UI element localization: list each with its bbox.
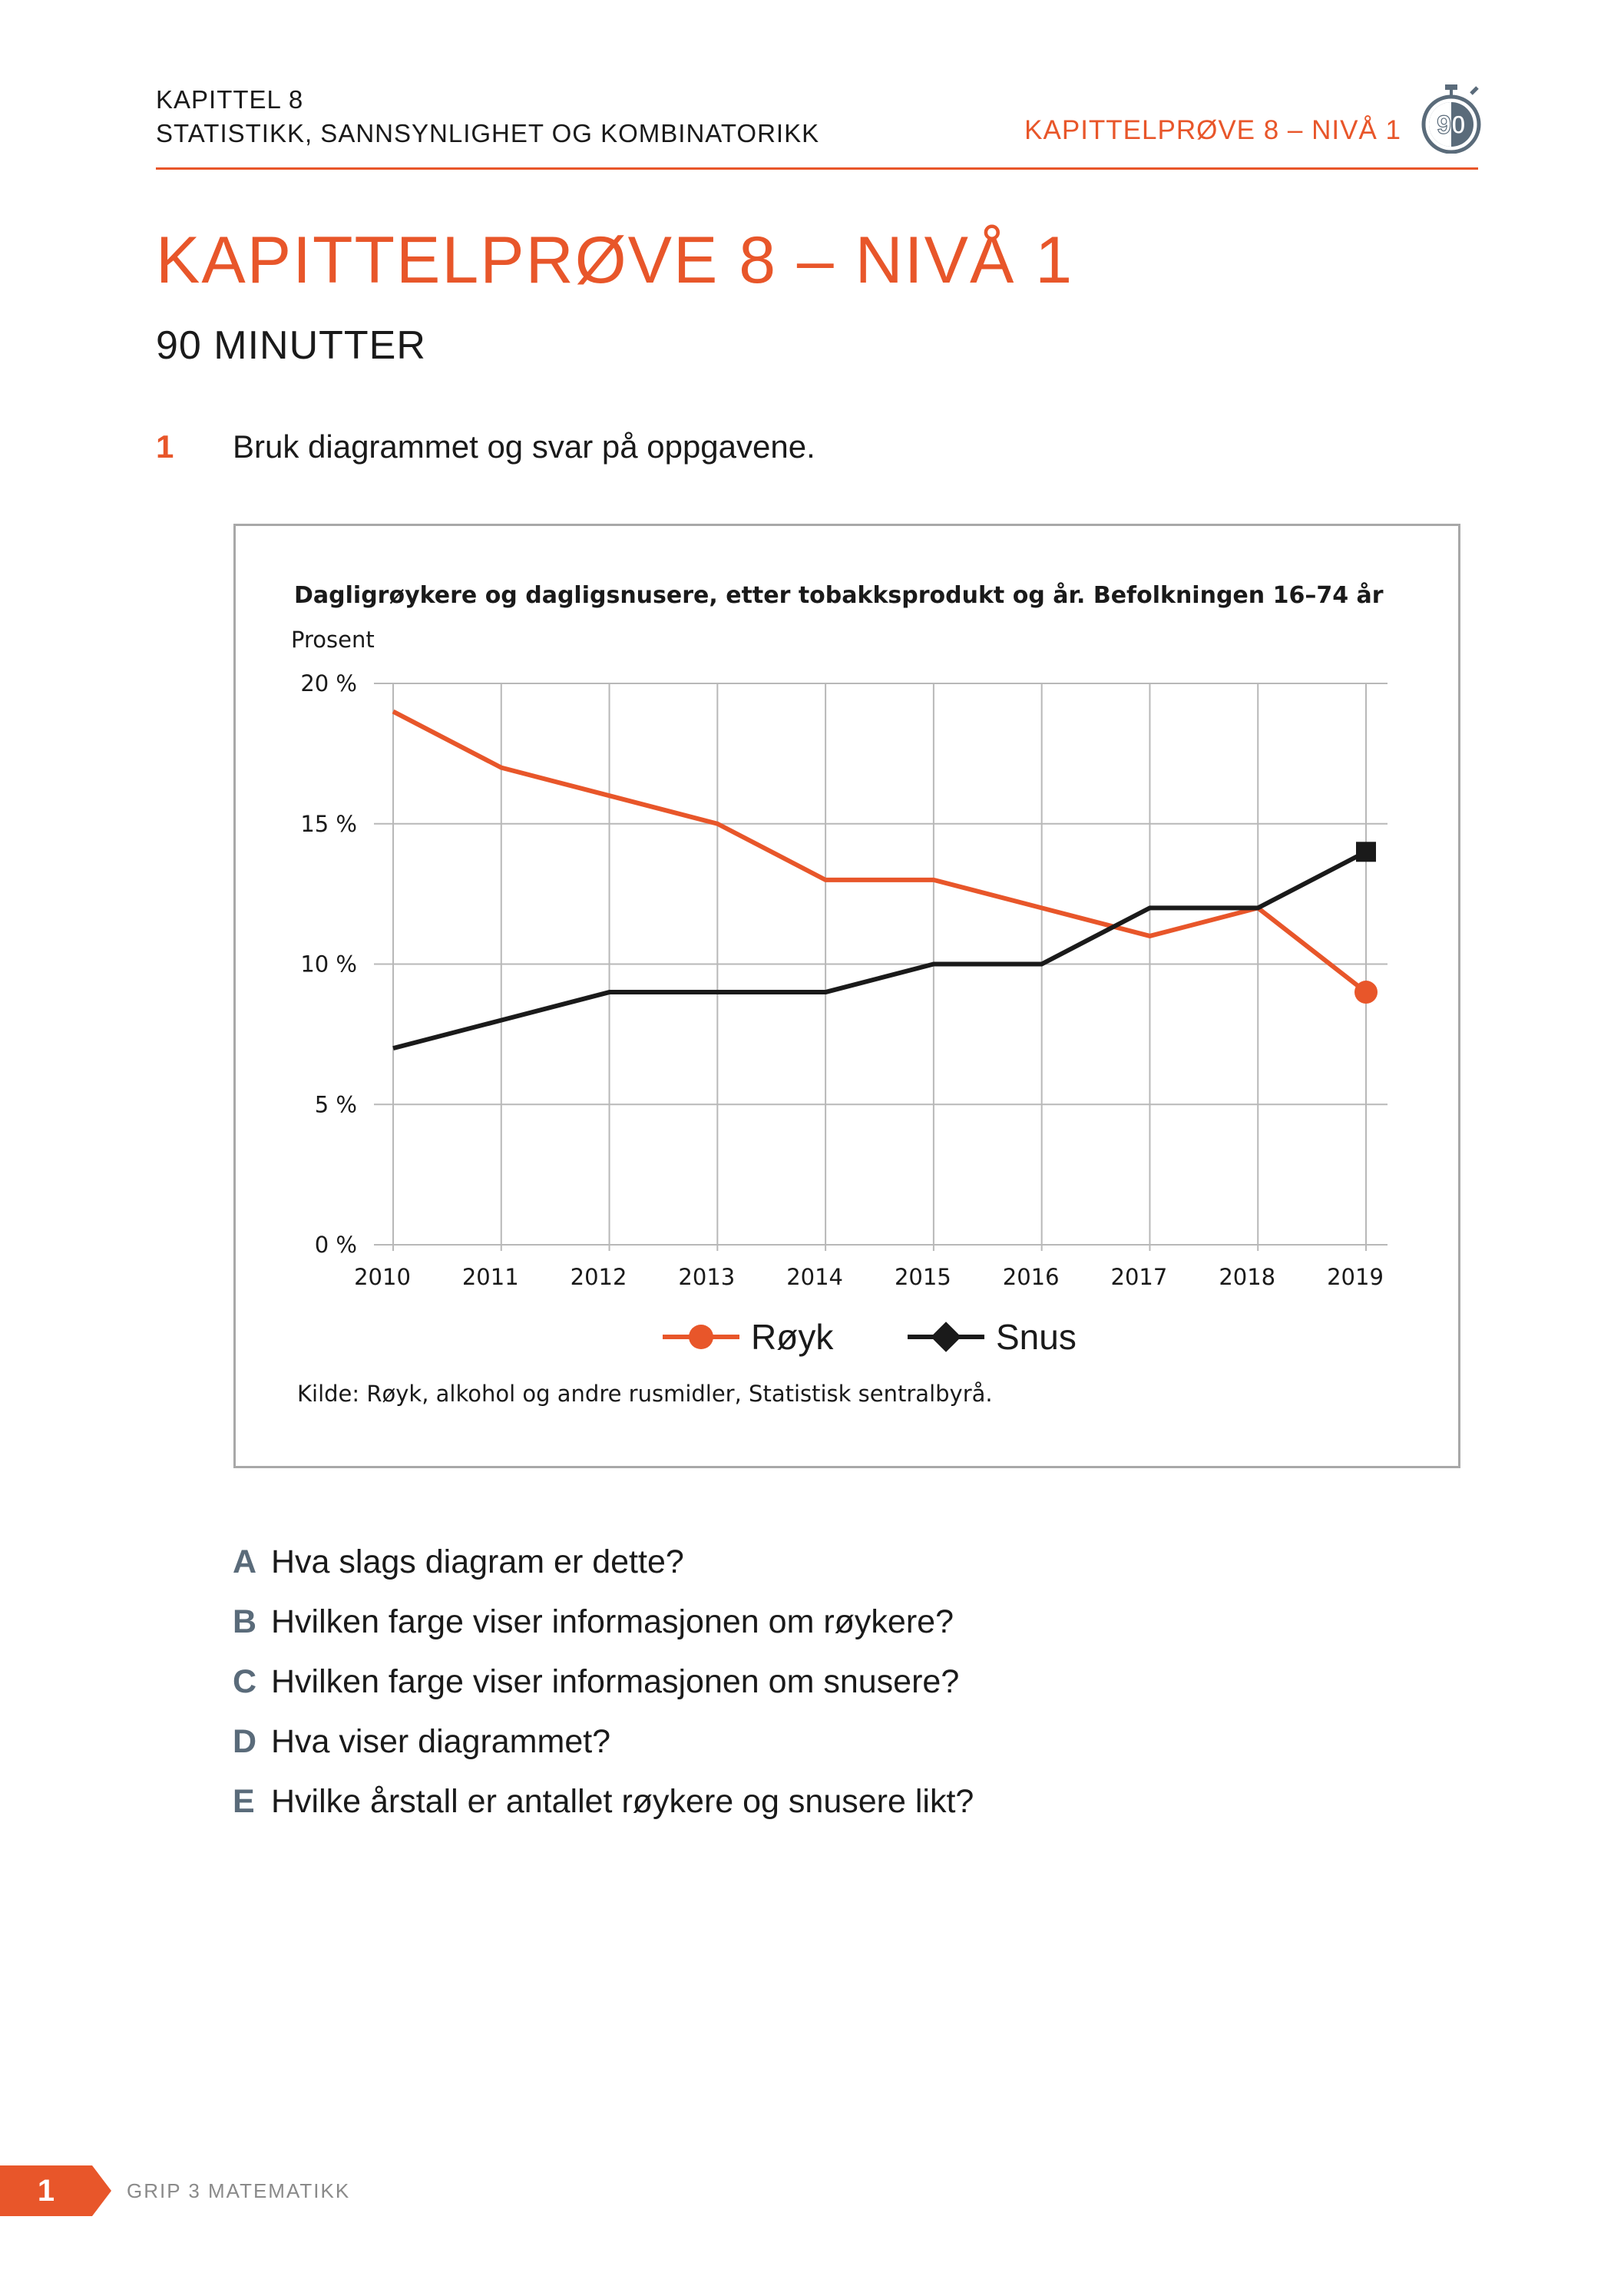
chapter-header	[156, 83, 819, 151]
question-item	[233, 1772, 974, 1831]
question-text: Hva slags diagram er dette?	[271, 1543, 684, 1580]
chart-source: Kilde: Røyk, alkohol og andre rusmidler, Statistisk sentralbyrå.	[297, 1381, 993, 1407]
x-tick-label: 2016	[1002, 1264, 1060, 1290]
data-point	[1354, 981, 1378, 1004]
y-tick-label: 5 %	[314, 1091, 357, 1118]
legend-label: Røyk	[751, 1317, 834, 1357]
question-letter: C	[233, 1662, 257, 1700]
series-line-røyk	[393, 712, 1366, 993]
timer-value: 90	[1437, 111, 1466, 140]
data-point	[1356, 842, 1376, 862]
x-tick-label: 2013	[678, 1264, 736, 1290]
x-tick-label: 2017	[1110, 1264, 1168, 1290]
y-tick-label: 10 %	[300, 951, 357, 978]
task-instruction: Bruk diagrammet og svar på oppgavene.	[233, 428, 815, 465]
question-letter: B	[233, 1603, 257, 1640]
question-text: Hva viser diagrammet?	[271, 1722, 611, 1760]
question-item	[233, 1652, 974, 1712]
legend-label: Snus	[996, 1317, 1077, 1357]
x-tick-label: 2014	[786, 1264, 844, 1290]
task-number: 1	[156, 428, 174, 465]
y-tick-label: 20 %	[300, 670, 357, 696]
question-text: Hvilke årstall er antallet røykere og snusere likt?	[271, 1782, 974, 1820]
x-tick-label: 2010	[354, 1264, 411, 1290]
test-label: KAPITTELPRØVE 8 – NIVÅ 1	[1024, 115, 1401, 145]
page-number: 1	[37, 2174, 55, 2208]
x-tick-label: 2015	[894, 1264, 951, 1290]
question-letter: E	[233, 1782, 255, 1820]
x-tick-label: 2018	[1219, 1264, 1276, 1290]
page-subtitle: 90 MINUTTER	[156, 323, 426, 368]
question-text: Hvilken farge viser informasjonen om snusere?	[271, 1662, 960, 1700]
question-list	[233, 1532, 974, 1831]
chart-frame	[233, 524, 1460, 1468]
y-axis-label: Prosent	[291, 627, 375, 653]
legend-marker	[689, 1325, 713, 1349]
chapter-title: STATISTIKK, SANNSYNLIGHET OG KOMBINATORIKK	[156, 119, 820, 147]
x-tick-label: 2019	[1327, 1264, 1384, 1290]
question-letter: D	[233, 1722, 257, 1760]
book-title: GRIP 3 MATEMATIKK	[127, 2179, 351, 2202]
question-item	[233, 1712, 974, 1772]
page-title: KAPITTELPRØVE 8 – NIVÅ 1	[156, 223, 1074, 297]
question-letter: A	[233, 1543, 257, 1580]
chart-title: Dagligrøykere og dagligsnusere, etter tobakksprodukt og år. Befolkningen 16–74 år	[294, 582, 1384, 609]
line-chart	[236, 526, 1458, 1466]
legend-marker	[931, 1322, 961, 1352]
x-tick-label: 2012	[570, 1264, 627, 1290]
y-tick-label: 0 %	[314, 1232, 357, 1258]
chapter-number: KAPITTEL 8	[156, 85, 304, 114]
y-tick-label: 15 %	[300, 810, 357, 837]
stopwatch-icon	[1419, 83, 1483, 154]
header-divider	[156, 167, 1478, 170]
question-text: Hvilken farge viser informasjonen om røykere?	[271, 1603, 954, 1640]
question-item	[233, 1532, 974, 1592]
question-item	[233, 1592, 974, 1652]
x-tick-label: 2011	[461, 1264, 519, 1290]
